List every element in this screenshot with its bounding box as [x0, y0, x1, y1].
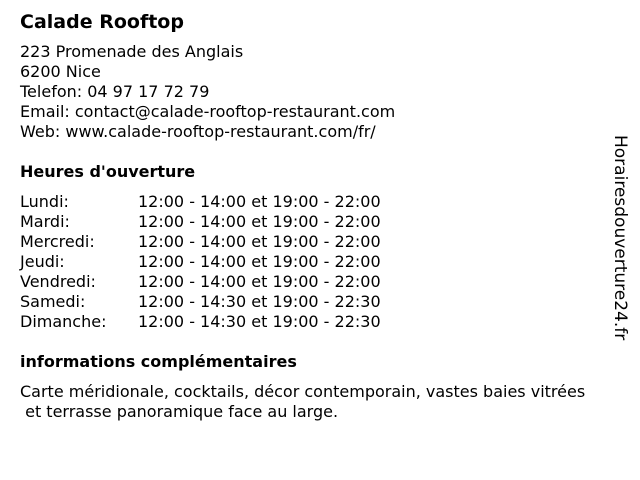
time-range: 12:00 - 14:00 et 19:00 - 22:00: [138, 192, 381, 211]
hours-row-wednesday: [20, 232, 610, 252]
hours-row-friday: [20, 272, 610, 292]
phone-line: Telefon: 04 97 17 72 79: [20, 82, 210, 101]
hours-row-thursday: [20, 252, 610, 272]
opening-hours-heading: Heures d'ouverture: [20, 162, 196, 181]
hours-row-monday: [20, 192, 610, 212]
address-line-1: 223 Promenade des Anglais: [20, 42, 244, 61]
time-range: 12:00 - 14:00 et 19:00 - 22:00: [138, 272, 381, 291]
day-label: Mardi:: [20, 212, 70, 231]
time-range: 12:00 - 14:00 et 19:00 - 22:00: [138, 212, 381, 231]
watermark-text: Horairesdouverture24.fr: [610, 135, 630, 341]
opening-hours-table: [20, 192, 610, 332]
business-info-card: [20, 10, 610, 422]
hours-row-sunday: [20, 312, 610, 332]
day-label: Samedi:: [20, 292, 86, 311]
hours-row-saturday: [20, 292, 610, 312]
hours-row-tuesday: [20, 212, 610, 232]
day-label: Dimanche:: [20, 312, 107, 331]
vertical-site-watermark: [610, 135, 630, 375]
additional-info-text: Carte méridionale, cocktails, décor contemporain, vastes baies vitrées et terrasse panoramique face au large.: [20, 382, 586, 421]
website-line: Web: www.calade-rooftop-restaurant.com/fr/: [20, 122, 376, 141]
email-line: Email: contact@calade-rooftop-restaurant.com: [20, 102, 396, 121]
day-label: Mercredi:: [20, 232, 95, 251]
time-range: 12:00 - 14:00 et 19:00 - 22:00: [138, 252, 381, 271]
day-label: Vendredi:: [20, 272, 96, 291]
time-range: 12:00 - 14:00 et 19:00 - 22:00: [138, 232, 381, 251]
day-label: Jeudi:: [20, 252, 65, 271]
time-range: 12:00 - 14:30 et 19:00 - 22:30: [138, 292, 381, 311]
additional-info-heading: informations complémentaires: [20, 352, 297, 371]
day-label: Lundi:: [20, 192, 69, 211]
business-name: Calade Rooftop: [20, 11, 184, 33]
address-line-2: 6200 Nice: [20, 62, 101, 81]
time-range: 12:00 - 14:30 et 19:00 - 22:30: [138, 312, 381, 331]
